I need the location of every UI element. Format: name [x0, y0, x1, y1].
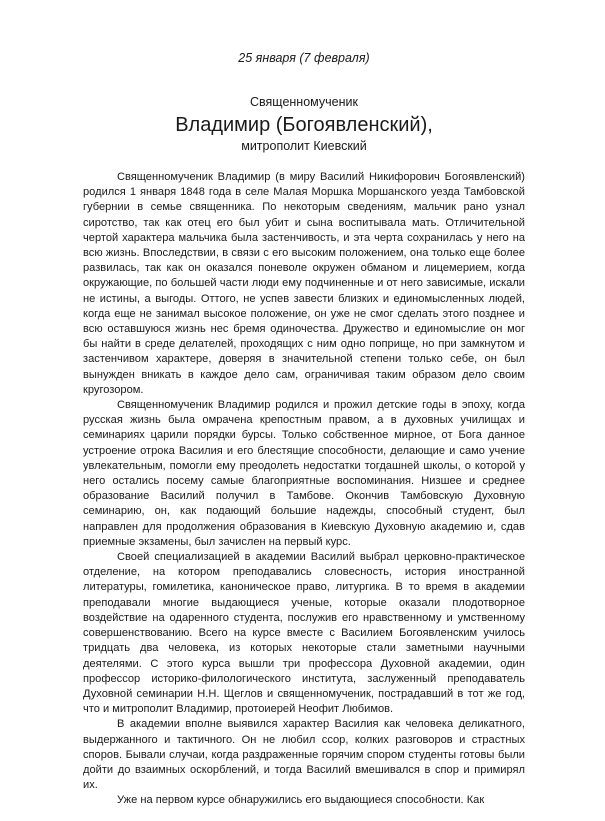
document-body	[83, 170, 525, 809]
paragraph-5: Уже на первом курсе обнаружились его выдающиеся способности. Как	[117, 794, 485, 807]
paragraph-3: Своей специализацией в академии Василий выбрал церковно-практическое отделение, на котором преподавались словесность, история иностранной литературы, гомилетика, каноническое право, литургика. В то время в академии преподавали многие выдающиеся ученые, которые оказали плодотворное воздействие на одаренного студента, послужив его нравственному и умственному совершенствованию. Всего на курсе вместе с Василием Богоявленским училось тридцать два человека, из которых некоторые стали заметными научными деятелями. С этого курса вышли три профессора Духовной академии, один профессор историко-филологического института, заслуженный преподаватель Духовной семинарии Н.Н. Щеглов и священномученик, пострадавший в тот же год, что и митрополит Владимир, протоиерей Неофит Любимов.	[83, 551, 525, 716]
feast-date: 25 января (7 февраля)	[238, 51, 370, 65]
paragraph-2: Священномученик Владимир родился и прожил детские годы в эпоху, когда русская жизнь была омрачена крепостным правом, а в духовных училищах и семинариях царили порядки бурсы. Только собственное мирное, от Бога данное устроение отрока Василия и его блестящие способности, делающие и само учение увлекательным, помогли ему преодолеть недостатки тогдашней школы, о которой у него остались посему самые благоприятные воспоминания. Низшее и среднее образование Василий получил в Тамбове. Окончив Тамбовскую Духовную семинарию, он, как подающий большие надежды, способный студент, был направлен для продолжения образования в Киевскую Духовную академию и, сдав приемные экзамены, был зачислен на первый курс.	[83, 399, 525, 548]
saint-office: митрополит Киевский	[241, 139, 367, 153]
paragraph-1: Священномученик Владимир (в миру Василий Никифорович Богоявленский) родился 1 января 1848 года в селе Малая Моршка Моршанского уезда Тамбовской губернии в семье священника. По некоторым сведениям, мальчик рано узнал сиротство, так как отец его был убит и сына воспитывала мать. Отличительной чертой характера мальчика была застенчивость, и эта черта сохранилась у него на всю жизнь. Впоследствии, в связи с его высоким положением, она только еще более развилась, так как он оказался поневоле окружен обманом и лицемерием, когда окружающие, по большей части люди ему подчиненные и от него зависимые, искали не истины, а выгоды. Оттого, не успев завести близких и единомысленных людей, когда еще не занимал высокое положение, он уже не смог сделать этого позднее и всю оставшуюся жизнь нес бремя одиночества. Дружество и единомыслие он мог бы найти в среде делателей, проходящих с ним одно поприще, но при замкнутом и застенчивом характере, доверяя в значительной степени только себе, он был вынужден вникать в каждое дело сам, ограничивая таким образом дело своим кругозором.	[83, 171, 525, 396]
saint-rank: Священномученик	[250, 95, 358, 109]
paragraph-4: В академии вполне выявился характер Василия как человека деликатного, выдержанного и тактичного. Он не любил ссор, колких разговоров и страстных споров. Бывали случаи, когда раздраженные горячим спором студенты готовы были дойти до взаимных оскорблений, и тогда Василий вмешивался в спор и примирял их.	[83, 718, 525, 792]
page-title: Владимир (Богоявленский),	[175, 114, 433, 136]
